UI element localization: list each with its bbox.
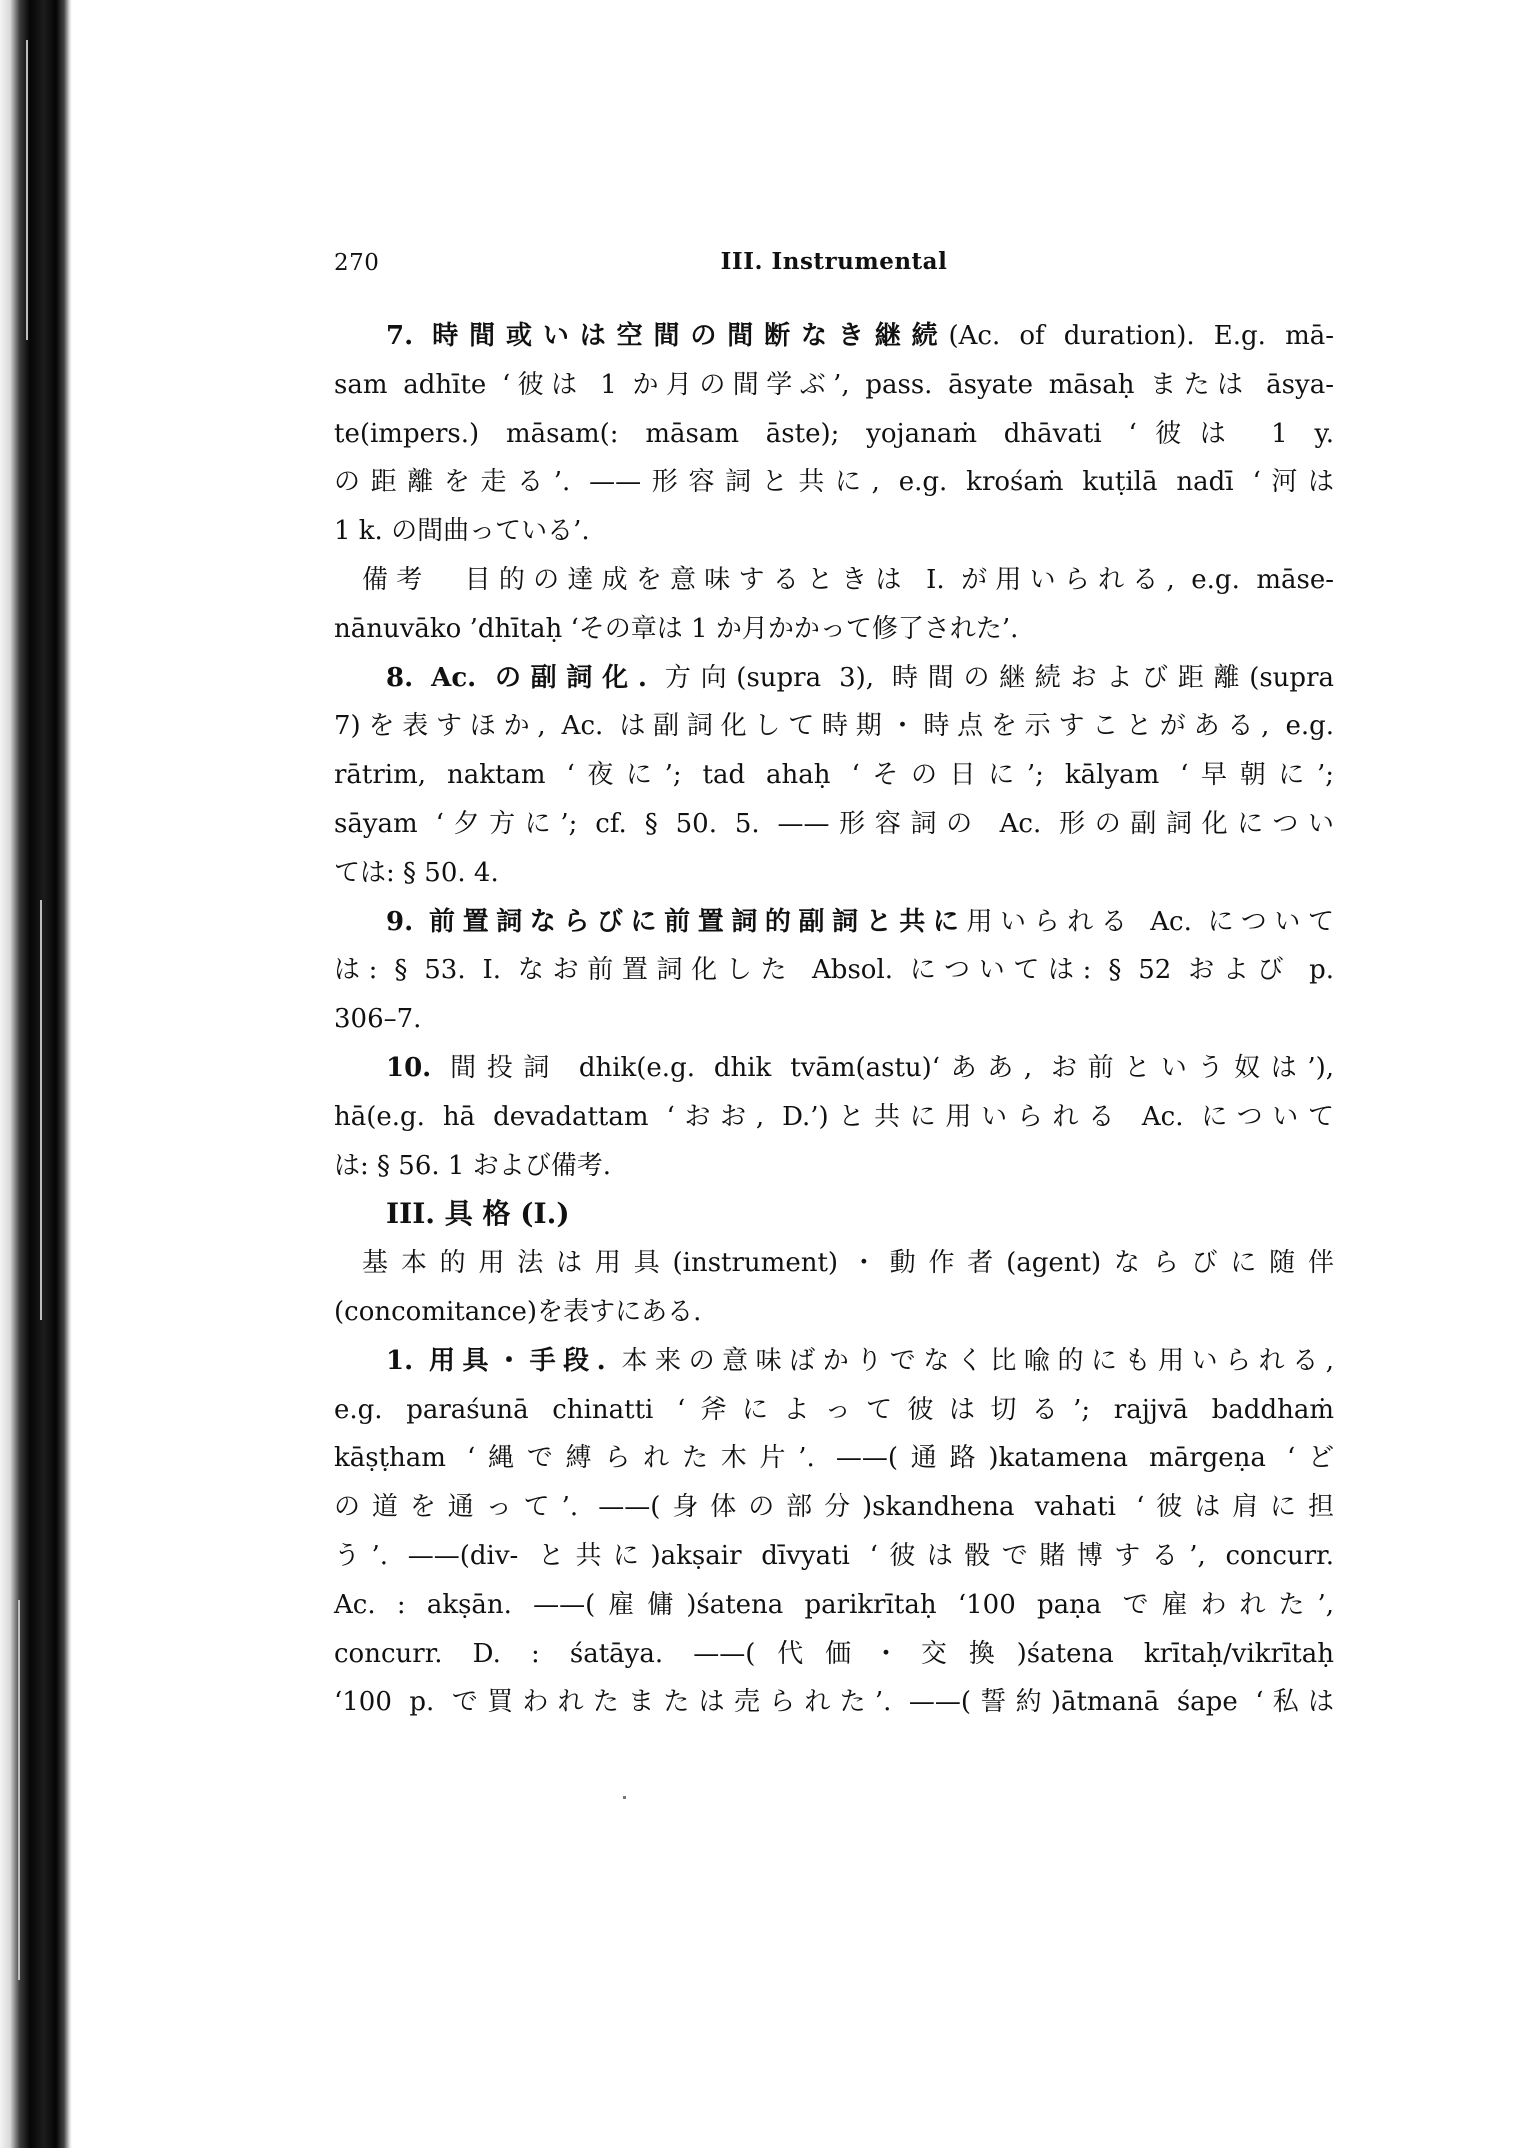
text-line: 7)を表すほか, Ac. は副詞化して時期・時点を示すことがある, e.g. xyxy=(334,711,1334,742)
note-line: 備考 目的の達成を意味するときは I. が用いられる, e.g. māse- xyxy=(362,564,1334,595)
text-line: ‘100 p. で買われたまたは売られた’. ——(誓約)ātmanā śape ‘私は xyxy=(334,1687,1334,1718)
text-line: hā(e.g. hā devadattam ‘おお, D.’)と共に用いられる Ac. について xyxy=(334,1101,1334,1132)
running-title: III. Instrumental xyxy=(720,248,948,275)
text-line: rātrim, naktam ‘夜に’; tad ahaḥ ‘その日に’; kālyam ‘早朝に’; xyxy=(334,760,1334,791)
scan-speck xyxy=(623,1796,626,1799)
paragraph-heading: Ac. の副詞化. xyxy=(431,662,647,693)
binding-streak xyxy=(40,900,42,1320)
paragraph-number: 8. xyxy=(386,662,414,693)
text-line xyxy=(334,1044,1334,1093)
text-line: sam adhīte ‘彼は 1 か月の間学ぶ’, pass. āsyate māsaḥ または āsya- xyxy=(334,369,1334,400)
line-text: 本来の意味ばかりでなく比喩的にも用いられる, xyxy=(605,1345,1335,1376)
text-line: 基本的用法は用具(instrument)・動作者(agent)ならびに随伴 xyxy=(362,1248,1334,1279)
paragraph-number: 10. xyxy=(386,1052,432,1083)
line-text: (Ac. of duration). E.g. mā- xyxy=(948,321,1335,351)
text-line: concurr. D. : śatāya. ——(代価・交換)śatena krītaḥ/vikrītaḥ xyxy=(334,1638,1334,1669)
paragraph-heading: 時間或いは空間の間断なき継続 xyxy=(432,321,949,351)
running-header xyxy=(334,248,1334,284)
text-line: う’. ——(div- と共に)akṣair dīvyati ‘彼は骰で賭博する’, concurr. xyxy=(334,1540,1334,1571)
paragraph-heading: 前置詞ならびに前置詞的副詞と共に xyxy=(429,906,967,937)
page-number: 270 xyxy=(334,250,380,276)
book-page xyxy=(334,248,1334,1808)
text-line: e.g. paraśunā chinatti ‘斧によって彼は切る’; rajjvā baddhaṁ xyxy=(334,1394,1334,1425)
text-line: 1 k. の間曲っている’. xyxy=(334,516,590,547)
text-line xyxy=(334,1337,1334,1386)
paragraph-number: 9. xyxy=(386,906,414,937)
paragraph-heading: 用具・手段. xyxy=(428,1345,606,1376)
paragraph-number: 7. xyxy=(386,321,414,351)
binding-streak xyxy=(26,40,28,340)
text-line: te(impers.) māsam(: māsam āste); yojanaṁ dhāvati ‘彼は 1 y. xyxy=(334,418,1334,449)
binding-streak xyxy=(18,1600,20,1980)
text-line: の距離を走る’. ——形容詞と共に, e.g. krośaṁ kuṭilā nadī ‘河は xyxy=(334,467,1334,498)
text-line: Ac. : akṣān. ——(雇傭)śatena parikrītaḥ ‘100 paṇa で雇われた’, xyxy=(334,1589,1334,1620)
text-line: は: § 56. 1 および備考. xyxy=(334,1150,611,1181)
line-text: 用いられる Ac. について xyxy=(966,906,1334,937)
text-line xyxy=(334,654,1334,703)
text-line: kāṣṭham ‘縄で縛られた木片’. ——(通路)katamena mārgeṇa ‘ど xyxy=(334,1443,1334,1474)
text-line: 306–7. xyxy=(334,1004,422,1035)
note-line: nānuvāko ’dhītaḥ ‘その章は 1 か月かかって修了された’. xyxy=(334,613,1019,644)
text-line: は: § 53. I. なお前置詞化した Absol. については: § 52 および p. xyxy=(334,955,1334,986)
page-body xyxy=(334,312,1334,1727)
text-line: sāyam ‘夕方に’; cf. § 50. 5. ——形容詞の Ac. 形の副詞化につい xyxy=(334,808,1334,839)
text-line: ては: § 50. 4. xyxy=(334,857,499,888)
line-text: 間投詞 dhik(e.g. dhik tvām(astu)‘ああ, お前という奴は’), xyxy=(431,1052,1334,1083)
book-binding-edge xyxy=(0,0,72,2148)
text-line xyxy=(334,898,1334,947)
text-line: の道を通って’. ——(身体の部分)skandhena vahati ‘彼は肩に担 xyxy=(334,1492,1334,1523)
text-line xyxy=(334,312,1334,361)
section-heading: III. 具 格 (I.) xyxy=(386,1197,570,1231)
line-text: 方向(supra 3), 時間の継続および距離(supra xyxy=(646,662,1334,693)
text-line: (concomitance)を表すにある. xyxy=(334,1296,702,1327)
paragraph-number: 1. xyxy=(386,1345,414,1376)
